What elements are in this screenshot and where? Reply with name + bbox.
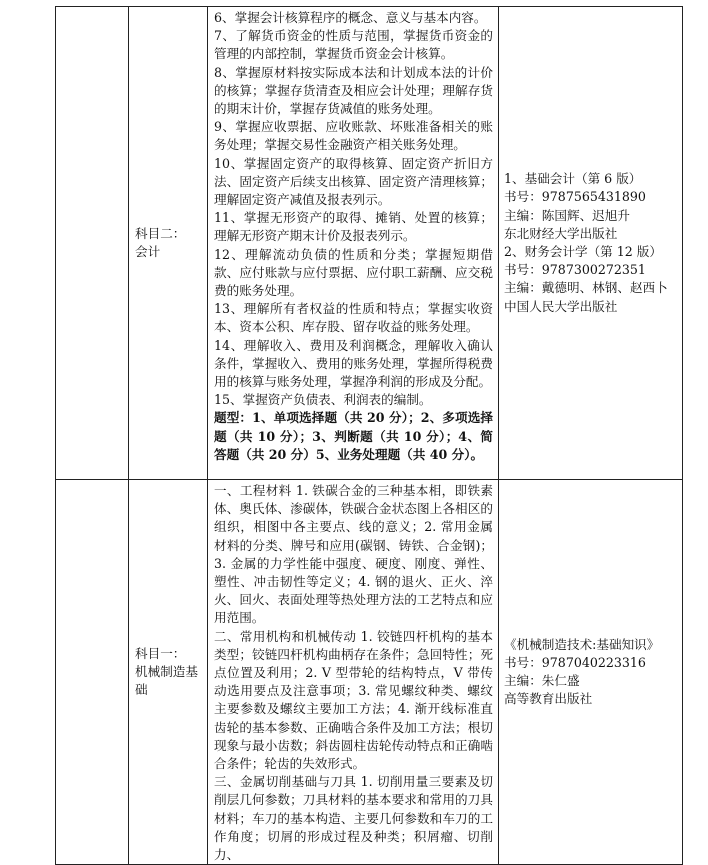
- content-paragraph: 6、掌握会计核算程序的概念、意义与基本内容。: [214, 10, 487, 25]
- blank-cell: [56, 480, 129, 865]
- content-paragraph: 9、掌握应收票据、应收账款、坏账准备相关的账务处理；掌握交易性金融资产相关账务处理。: [214, 119, 493, 153]
- textbook-line: 中国人民大学出版社: [504, 298, 618, 314]
- textbook-line: 书号：9787565431890: [504, 189, 646, 205]
- content-cell: [208, 7, 499, 480]
- content-paragraph: 13、理解所有者权益的性质和特点；掌握实收资本、资本公积、库存股、留存收益的账务处理。: [214, 301, 493, 335]
- subject-name: 会计: [135, 244, 161, 259]
- subject-name: 机械制造基: [135, 664, 198, 680]
- subject-cell: [129, 7, 208, 480]
- subject-label: 科目一：: [135, 645, 186, 661]
- content-paragraph: 10、掌握固定资产的取得核算、固定资产折旧方法、固定资产后续支出核算、固定资产清理核算；理解固定资产减值及报表列示。: [214, 155, 493, 208]
- textbook-line: 《机械制造技术:基础知识》: [504, 636, 660, 652]
- content-paragraph: 7、了解货币资金的性质与范围，掌握货币资金的管理的内部控制，掌握货币资金会计核算。: [214, 28, 493, 62]
- table-row: [56, 7, 683, 480]
- content-paragraph: 12、理解流动负债的性质和分类；掌握短期借款、应付账款与应付票据、应付职工薪酬、应交税费的账务处理。: [214, 246, 493, 299]
- question-types: 题型：1、单项选择题（共 20 分）；2、多项选择题（共 10 分）；3、判断题（共 10 分）；4、简答题（共 20 分）5、业务处理题（共 40 分）。: [214, 410, 493, 462]
- subject-name: 础: [135, 682, 148, 698]
- textbook-cell: [499, 7, 683, 480]
- content-paragraph: 14、理解收入、费用及利润概念，理解收入确认条件，掌握收入、费用的账务处理，掌握所得税费用的核算与账务处理，掌握净利润的形成及分配。: [214, 337, 493, 390]
- blank-cell: [56, 7, 129, 480]
- textbook-line: 高等教育出版社: [504, 691, 593, 707]
- content-paragraph: 8、掌握原材料按实际成本法和计划成本法的计价的核算；掌握存货清查及相应会计处理；理解存货的期末计价，掌握存货减值的账务处理。: [214, 64, 493, 117]
- textbook-line: 1、基础会计（第 6 版）: [504, 171, 642, 187]
- textbook-line: 2、财务会计学（第 12 版）: [504, 244, 662, 259]
- content-paragraph: 三、金属切削基础与刀具 1. 切削用量三要素及切削层几何参数；刀具材料的基本要求和常用的刀具材料；车刀的基本构造、主要几何参数和车刀的工作角度；切屑的形成过程及种类；积屑瘤、切削力、: [214, 774, 493, 863]
- subject-cell: [129, 480, 208, 865]
- syllabus-table: [55, 6, 683, 865]
- textbook-line: 主编：朱仁盛: [504, 673, 580, 689]
- content-paragraph: 一、工程材料 1. 铁碳合金的三种基本相，即铁素体、奥氏体、渗碳体，铁碳合金状态图上各相区的组织，相图中各主要点、线的意义；2. 常用金属材料的分类、牌号和应用(碳钢、铸铁、合金钢)；3. 金属的力学性能中强度、硬度、刚度、弹性、塑性、冲击韧性等定义；4. 钢的退火、正火、淬火、回火、表面处理等热处理方法的工艺特点和应用范围。: [214, 483, 493, 626]
- content-cell: [208, 480, 499, 865]
- textbook-line: 书号：9787040223316: [504, 654, 646, 670]
- subject-label: 科目二：: [135, 225, 186, 241]
- content-paragraph: 15、掌握资产负债表、利润表的编制。: [214, 392, 432, 408]
- content-paragraph: 二、常用机构和机械传动 1. 铰链四杆机构的基本类型；铰链四杆机构曲柄存在条件；急回特性；死点位置及利用；2. V 型带轮的结构特点，V 带传动选用要点及注意事项；3. 常见螺纹种类、螺纹主要参数及螺纹主要加工方法；4. 渐开线标准直齿轮的基本参数、正确啮合条件及加工方法；根切现象与最小齿数；斜齿圆柱齿轮传动特点和正确啮合条件；轮齿的失效形式。: [214, 628, 493, 772]
- textbook-line: 东北财经大学出版社: [504, 225, 618, 241]
- textbook-cell: [499, 480, 683, 865]
- textbook-line: 主编：陈国辉、迟旭升: [504, 207, 630, 223]
- textbook-line: 书号：9787300272351: [504, 262, 646, 278]
- content-paragraph: 11、掌握无形资产的取得、摊销、处置的核算；理解无形资产期末计价及报表列示。: [214, 210, 493, 244]
- table-row: [56, 480, 683, 865]
- textbook-line: 主编：戴德明、林钢、赵西卜: [504, 280, 668, 296]
